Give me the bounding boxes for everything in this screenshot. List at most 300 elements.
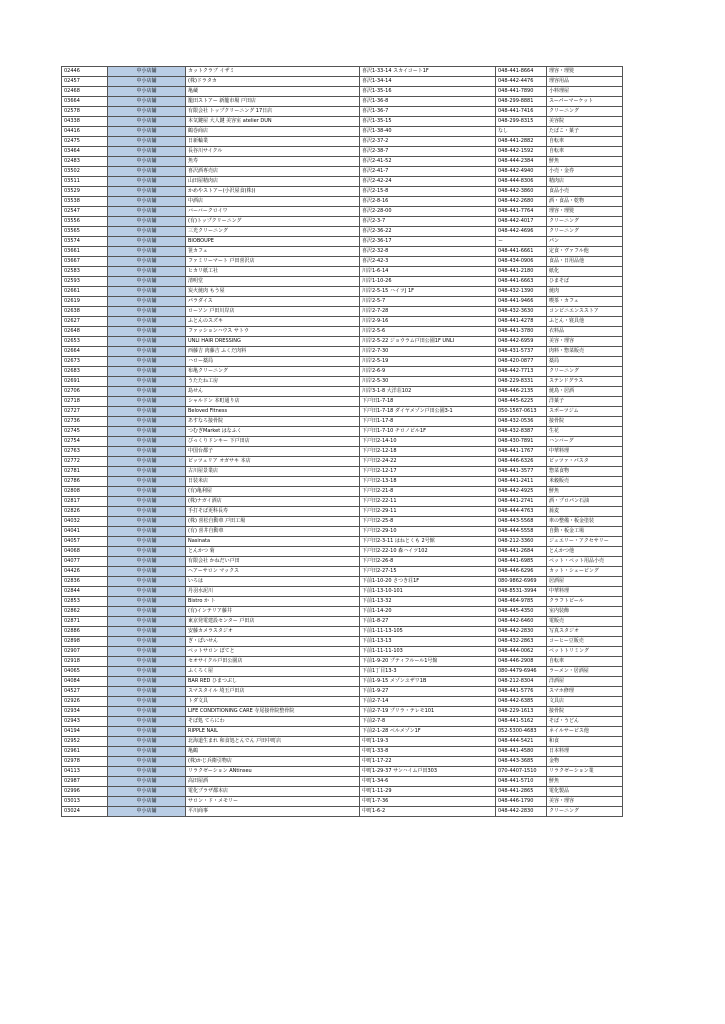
category-cell: 中小店舗	[108, 407, 186, 417]
business-type-cell: ペット・ペット用品小売	[547, 557, 623, 567]
address-cell: 喜沢2-15-8	[360, 187, 496, 197]
store-name-cell: とんかつ 菊	[186, 547, 360, 557]
business-type-cell: 焼鳥・居酒	[547, 387, 623, 397]
table-row	[62, 197, 623, 207]
store-id-cell: 04032	[62, 517, 108, 527]
category-cell: 中小店舗	[108, 207, 186, 217]
business-type-cell: クリーニング	[547, 107, 623, 117]
phone-cell: 048-432-3630	[496, 307, 547, 317]
phone-cell: 048-441-7764	[496, 207, 547, 217]
table-row	[62, 357, 623, 367]
store-id-cell: 02987	[62, 777, 108, 787]
store-id-cell: 04057	[62, 537, 108, 547]
table-row	[62, 87, 623, 97]
address-cell: 川岸1-6-14	[360, 267, 496, 277]
store-name-cell: (有) 喜井自動車	[186, 527, 360, 537]
table-row	[62, 327, 623, 337]
category-cell: 中小店舗	[108, 497, 186, 507]
store-name-cell: 有限会社 かねだい戸田	[186, 557, 360, 567]
phone-cell: 048-441-6663	[496, 277, 547, 287]
store-id-cell: 02446	[62, 67, 108, 77]
store-id-cell: 03529	[62, 187, 108, 197]
store-id-cell: 02661	[62, 287, 108, 297]
business-type-cell: 焼肉	[547, 287, 623, 297]
business-type-cell: 衣料品	[547, 327, 623, 337]
store-id-cell: 02907	[62, 647, 108, 657]
business-type-cell: 紙化	[547, 267, 623, 277]
phone-cell: 048-441-2684	[496, 547, 547, 557]
store-id-cell: 03464	[62, 147, 108, 157]
category-cell: 中小店舗	[108, 367, 186, 377]
address-cell: 下前1-9-15 メゾンユザワ1B	[360, 677, 496, 687]
business-type-cell: コンビニエンスストア	[547, 307, 623, 317]
phone-cell: 048-444-5421	[496, 737, 547, 747]
phone-cell: 070-4407-1510	[496, 767, 547, 777]
address-cell: 喜沢2-3-7	[360, 217, 496, 227]
table-row	[62, 597, 623, 607]
category-cell: 中小店舗	[108, 647, 186, 657]
store-id-cell: 02934	[62, 707, 108, 717]
store-id-cell: 03574	[62, 237, 108, 247]
phone-cell: 048-444-4763	[496, 507, 547, 517]
store-id-cell: 02943	[62, 717, 108, 727]
business-type-cell: 自転車	[547, 137, 623, 147]
table-row	[62, 647, 623, 657]
phone-cell: 048-212-8304	[496, 677, 547, 687]
store-name-cell: 炭火焼肉 もう屋	[186, 287, 360, 297]
category-cell: 中小店舗	[108, 787, 186, 797]
table-row	[62, 277, 623, 287]
business-type-cell: そば・うどん	[547, 717, 623, 727]
category-cell: 中小店舗	[108, 107, 186, 117]
business-type-cell: クリーニング	[547, 227, 623, 237]
business-type-cell: クラフトビール	[547, 597, 623, 607]
business-type-cell: 中華料理	[547, 587, 623, 597]
category-cell: 中小店舗	[108, 767, 186, 777]
business-type-cell: ラーメン・居酒屋	[547, 667, 623, 677]
phone-cell: 048-434-0906	[496, 257, 547, 267]
table-row	[62, 677, 623, 687]
table-row	[62, 577, 623, 587]
store-id-cell: 02898	[62, 637, 108, 647]
store-name-cell: 高田屋酒	[186, 777, 360, 787]
store-name-cell: 布亀クリーニング	[186, 367, 360, 377]
table-row	[62, 147, 623, 157]
store-name-cell: 古川屋景業店	[186, 467, 360, 477]
store-id-cell: 04041	[62, 527, 108, 537]
phone-cell: 080-4479-6946	[496, 667, 547, 677]
store-name-cell: 長谷川サイクル	[186, 147, 360, 157]
category-cell: 中小店舗	[108, 597, 186, 607]
address-cell: 川岸3-1-8 大洋荘102	[360, 387, 496, 397]
table-row	[62, 787, 623, 797]
address-cell: 川岸1-10-26	[360, 277, 496, 287]
store-name-cell: シャルドン 本町通り店	[186, 397, 360, 407]
business-type-cell: リラクゼーション業	[547, 767, 623, 777]
category-cell: 中小店舗	[108, 537, 186, 547]
address-cell: 川岸2-6-9	[360, 367, 496, 377]
store-id-cell: 02664	[62, 347, 108, 357]
business-type-cell: 酒・食品・乾物	[547, 197, 623, 207]
store-id-cell: 02627	[62, 317, 108, 327]
store-id-cell: 02826	[62, 507, 108, 517]
address-cell: 下戸田2-22-11	[360, 497, 496, 507]
phone-cell: 048-441-3577	[496, 467, 547, 477]
address-cell: 下戸田2-27-15	[360, 567, 496, 577]
category-cell: 中小店舗	[108, 127, 186, 137]
store-id-cell: 02996	[62, 787, 108, 797]
category-cell: 中小店舗	[108, 457, 186, 467]
business-type-cell: クリーニング	[547, 367, 623, 377]
address-cell: 喜沢2-41-7	[360, 167, 496, 177]
store-name-cell: 鶴巻商店	[186, 127, 360, 137]
store-id-cell: 02745	[62, 427, 108, 437]
phone-cell: 048-443-3685	[496, 757, 547, 767]
category-cell: 中小店舗	[108, 167, 186, 177]
store-name-cell: ぎ・ぱいせん	[186, 637, 360, 647]
category-cell: 中小店舗	[108, 707, 186, 717]
store-id-cell: 03664	[62, 97, 108, 107]
phone-cell: 048-212-3360	[496, 537, 547, 547]
business-type-cell: 室内装飾	[547, 607, 623, 617]
address-cell: 下前1-9-27	[360, 687, 496, 697]
category-cell: 中小店舗	[108, 687, 186, 697]
category-cell: 中小店舗	[108, 477, 186, 487]
store-name-cell: 西藤吉 肉藤吉 ふくだ肉料	[186, 347, 360, 357]
table-row	[62, 177, 623, 187]
business-type-cell: 蕎麦	[547, 507, 623, 517]
category-cell: 中小店舗	[108, 147, 186, 157]
phone-cell: 048-420-0877	[496, 357, 547, 367]
business-type-cell: ジュエリー・アクセサリー	[547, 537, 623, 547]
table-row	[62, 497, 623, 507]
store-id-cell: 04338	[62, 117, 108, 127]
address-cell: 中町1-29-37 サンハイム戸田303	[360, 767, 496, 777]
address-cell: 喜沢1-36-8	[360, 97, 496, 107]
store-name-cell: いろは	[186, 577, 360, 587]
store-name-cell: 笹カフェ	[186, 247, 360, 257]
business-type-cell: 写真スタジオ	[547, 627, 623, 637]
store-name-cell: 本気鍵屋 大人鍵 美容室 atelier DUN	[186, 117, 360, 127]
business-type-cell: 電販売	[547, 617, 623, 627]
table-row	[62, 127, 623, 137]
table-row	[62, 547, 623, 557]
store-id-cell: 02457	[62, 77, 108, 87]
phone-cell: 048-442-2830	[496, 627, 547, 637]
category-cell: 中小店舗	[108, 387, 186, 397]
category-cell: 中小店舗	[108, 267, 186, 277]
address-cell: 川岸2-5-30	[360, 377, 496, 387]
store-name-cell: 三光クリーニング	[186, 227, 360, 237]
address-cell: 下戸田1-7-18	[360, 397, 496, 407]
table-row	[62, 687, 623, 697]
store-name-cell: ふくろく屋	[186, 667, 360, 677]
phone-cell: 048-441-7890	[496, 87, 547, 97]
address-cell: 下前2-7-14	[360, 697, 496, 707]
store-name-cell: 中国台都子	[186, 447, 360, 457]
business-type-cell: 接骨院	[547, 707, 623, 717]
store-name-cell: トダ文具	[186, 697, 360, 707]
store-list-body	[62, 67, 623, 817]
store-name-cell: うたたね工房	[186, 377, 360, 387]
table-row	[62, 747, 623, 757]
store-id-cell: 02638	[62, 307, 108, 317]
store-name-cell: 安藤カメラスタジオ	[186, 627, 360, 637]
business-type-cell: コーヒー豆販売	[547, 637, 623, 647]
table-row	[62, 207, 623, 217]
phone-cell: 048-431-5737	[496, 347, 547, 357]
store-id-cell: 02706	[62, 387, 108, 397]
address-cell: 下前1-11-13-105	[360, 627, 496, 637]
business-type-cell: 薬局	[547, 357, 623, 367]
store-id-cell: 02727	[62, 407, 108, 417]
category-cell: 中小店舗	[108, 77, 186, 87]
store-id-cell: 02547	[62, 207, 108, 217]
category-cell: 中小店舗	[108, 337, 186, 347]
address-cell: 下前1-11-11-103	[360, 647, 496, 657]
phone-cell: 048-441-3780	[496, 327, 547, 337]
address-cell: 喜沢2-32-8	[360, 247, 496, 257]
store-id-cell: 02918	[62, 657, 108, 667]
category-cell: 中小店舗	[108, 217, 186, 227]
store-name-cell: バーバークロイワ	[186, 207, 360, 217]
store-id-cell: 02862	[62, 607, 108, 617]
address-cell: 中町1-7-36	[360, 797, 496, 807]
business-type-cell: 鮮魚	[547, 777, 623, 787]
address-cell: 下前1-13-13	[360, 637, 496, 647]
store-id-cell: 02648	[62, 327, 108, 337]
address-cell: 下戸田2-25-8	[360, 517, 496, 527]
category-cell: 中小店舗	[108, 297, 186, 307]
table-row	[62, 617, 623, 627]
category-cell: 中小店舗	[108, 347, 186, 357]
table-row	[62, 777, 623, 787]
phone-cell: 048-446-1790	[496, 797, 547, 807]
category-cell: 中小店舗	[108, 177, 186, 187]
business-type-cell: ハンバーグ	[547, 437, 623, 447]
phone-cell: 048-441-7416	[496, 107, 547, 117]
category-cell: 中小店舗	[108, 747, 186, 757]
store-name-cell: 清明堂	[186, 277, 360, 287]
address-cell: 喜沢2-36-22	[360, 227, 496, 237]
business-type-cell: 自転車	[547, 657, 623, 667]
address-cell: 中町1-19-3	[360, 737, 496, 747]
store-name-cell: ペットサロン ぼてと	[186, 647, 360, 657]
address-cell: 下戸田1-7-18 ダイヤメゾン戸田公園3-1	[360, 407, 496, 417]
category-cell: 中小店舗	[108, 227, 186, 237]
table-row	[62, 567, 623, 577]
store-name-cell: 東京発電建設センター 戸田店	[186, 617, 360, 627]
business-type-cell: スポーツジム	[547, 407, 623, 417]
address-cell: 下戸田2-12-17	[360, 467, 496, 477]
address-cell: 下戸田2-24-22	[360, 457, 496, 467]
business-type-cell: ネイルサービス他	[547, 727, 623, 737]
business-type-cell: 精肉店	[547, 177, 623, 187]
business-type-cell: 電化製品	[547, 787, 623, 797]
phone-cell: 048-442-6959	[496, 337, 547, 347]
business-type-cell: ステンドグラス	[547, 377, 623, 387]
store-name-cell: 中酒店	[186, 197, 360, 207]
table-row	[62, 317, 623, 327]
store-id-cell: 03013	[62, 797, 108, 807]
table-row	[62, 587, 623, 597]
store-name-cell: ピッツェリア オガサキ 本店	[186, 457, 360, 467]
store-id-cell: 02683	[62, 367, 108, 377]
store-name-cell: ハロー薬局	[186, 357, 360, 367]
table-row	[62, 137, 623, 147]
store-name-cell: (有)インテリア藤井	[186, 607, 360, 617]
business-type-cell: ペットトリミング	[547, 647, 623, 657]
store-id-cell: 02583	[62, 267, 108, 277]
address-cell: 喜沢2-41-52	[360, 157, 496, 167]
table-row	[62, 557, 623, 567]
address-cell: 喜沢2-37-2	[360, 137, 496, 147]
category-cell: 中小店舗	[108, 667, 186, 677]
phone-cell: 048-445-6225	[496, 397, 547, 407]
business-type-cell: 肉料・惣菜販売	[547, 347, 623, 357]
phone-cell: 048-442-4925	[496, 487, 547, 497]
store-id-cell: 04065	[62, 667, 108, 677]
phone-cell: 048-432-0536	[496, 417, 547, 427]
business-type-cell: たばこ・菓子	[547, 127, 623, 137]
business-type-cell: 米穀販売	[547, 477, 623, 487]
store-name-cell: ヘアーサロン マックス	[186, 567, 360, 577]
phone-cell: 048-441-5710	[496, 777, 547, 787]
address-cell: 喜沢2-42-24	[360, 177, 496, 187]
table-row	[62, 67, 623, 77]
business-type-cell: 自動・板金工場	[547, 527, 623, 537]
table-row	[62, 447, 623, 457]
phone-cell: 048-441-5162	[496, 717, 547, 727]
category-cell: 中小店舗	[108, 567, 186, 577]
phone-cell: 048-442-4696	[496, 227, 547, 237]
phone-cell: 048-442-4476	[496, 77, 547, 87]
store-id-cell: 02772	[62, 457, 108, 467]
table-row	[62, 387, 623, 397]
store-name-cell: Beloved Fitness	[186, 407, 360, 417]
address-cell: 下戸田2-29-11	[360, 507, 496, 517]
store-id-cell: 02468	[62, 87, 108, 97]
address-cell: 下戸田2-14-10	[360, 437, 496, 447]
category-cell: 中小店舗	[108, 577, 186, 587]
business-type-cell: 小料理屋	[547, 87, 623, 97]
phone-cell: 048-441-4278	[496, 317, 547, 327]
store-name-cell: リラクゼーション ANtinseu	[186, 767, 360, 777]
store-id-cell: 03538	[62, 197, 108, 207]
address-cell: 下戸田1-7-10 チロノビル1F	[360, 427, 496, 437]
business-type-cell: 文具店	[547, 697, 623, 707]
store-name-cell: ファミリーマート 戸田喜沢店	[186, 257, 360, 267]
address-cell: 中町1-6-2	[360, 807, 496, 817]
address-cell: 下前1-10-20 さつき荘1F	[360, 577, 496, 587]
store-name-cell: 魚寿	[186, 157, 360, 167]
business-type-cell: ふとん・寝具他	[547, 317, 623, 327]
table-row	[62, 77, 623, 87]
phone-cell: なし	[496, 127, 547, 137]
business-type-cell: 定食・ヴァフル他	[547, 247, 623, 257]
address-cell: 川岸2-9-16	[360, 317, 496, 327]
category-cell: 中小店舗	[108, 587, 186, 597]
category-cell: 中小店舗	[108, 317, 186, 327]
table-row	[62, 367, 623, 377]
phone-cell: 048-442-6460	[496, 617, 547, 627]
store-name-cell: ヒカリ紙工社	[186, 267, 360, 277]
address-cell: 喜沢1-34-14	[360, 77, 496, 87]
category-cell: 中小店舗	[108, 327, 186, 337]
table-row	[62, 427, 623, 437]
address-cell: 中町1-34-6	[360, 777, 496, 787]
phone-cell: 048-442-2830	[496, 807, 547, 817]
store-id-cell: 02808	[62, 487, 108, 497]
table-row	[62, 627, 623, 637]
business-type-cell: クリーニング	[547, 217, 623, 227]
store-name-cell: LIFE CONDITIONING CARE 寺尾接骨院整骨院	[186, 707, 360, 717]
table-row	[62, 407, 623, 417]
address-cell: 川岸2-5-22 ジョウラム戸田公園1F UNLI	[360, 337, 496, 347]
store-name-cell: (有)トップクリーニング	[186, 217, 360, 227]
store-name-cell: サロン・ド・メモリー	[186, 797, 360, 807]
category-cell: 中小店舗	[108, 547, 186, 557]
store-id-cell: 03024	[62, 807, 108, 817]
phone-cell: 048-446-2908	[496, 657, 547, 667]
category-cell: 中小店舗	[108, 247, 186, 257]
address-cell: 喜沢2-42-3	[360, 257, 496, 267]
store-id-cell: 02619	[62, 297, 108, 307]
phone-cell: 080-9862-6969	[496, 577, 547, 587]
phone-cell: 048-441-6661	[496, 247, 547, 257]
category-cell: 中小店舗	[108, 187, 186, 197]
store-name-cell: かめやストアー(小沢屋食(株))	[186, 187, 360, 197]
category-cell: 中小店舗	[108, 237, 186, 247]
address-cell: 下前1-13-32	[360, 597, 496, 607]
phone-cell: 048-442-4940	[496, 167, 547, 177]
phone-cell: 048-444-2384	[496, 157, 547, 167]
category-cell: 中小店舗	[108, 97, 186, 107]
business-type-cell: 理容用品	[547, 77, 623, 87]
address-cell: 喜沢2-8-16	[360, 197, 496, 207]
phone-cell: 048-444-5558	[496, 527, 547, 537]
business-type-cell: スーパーマーケット	[547, 97, 623, 107]
store-name-cell: つむぎMarket はなふく	[186, 427, 360, 437]
table-row	[62, 637, 623, 647]
table-row	[62, 697, 623, 707]
business-type-cell: 居酒屋	[547, 577, 623, 587]
phone-cell: 048-442-4017	[496, 217, 547, 227]
store-name-cell: 有限会社 トップクリーニング 17日店	[186, 107, 360, 117]
store-id-cell: 04194	[62, 727, 108, 737]
address-cell: 中町1-17-22	[360, 757, 496, 767]
phone-cell: 050-1567-0613	[496, 407, 547, 417]
store-name-cell: 島せん	[186, 387, 360, 397]
store-id-cell: 04113	[62, 767, 108, 777]
store-id-cell: 04416	[62, 127, 108, 137]
store-name-cell: 日新輪業	[186, 137, 360, 147]
table-row	[62, 237, 623, 247]
business-type-cell: カット・シェービング	[547, 567, 623, 577]
category-cell: 中小店舗	[108, 287, 186, 297]
store-id-cell: 02978	[62, 757, 108, 767]
store-name-cell: ファッションハウス サトウ	[186, 327, 360, 337]
table-row	[62, 267, 623, 277]
table-row	[62, 707, 623, 717]
address-cell: 川岸2-5-7	[360, 297, 496, 307]
table-row	[62, 767, 623, 777]
address-cell: 下前1丁目13-3	[360, 667, 496, 677]
business-type-cell: ひまそば	[547, 277, 623, 287]
category-cell: 中小店舗	[108, 437, 186, 447]
table-row	[62, 157, 623, 167]
store-id-cell: 02578	[62, 107, 108, 117]
